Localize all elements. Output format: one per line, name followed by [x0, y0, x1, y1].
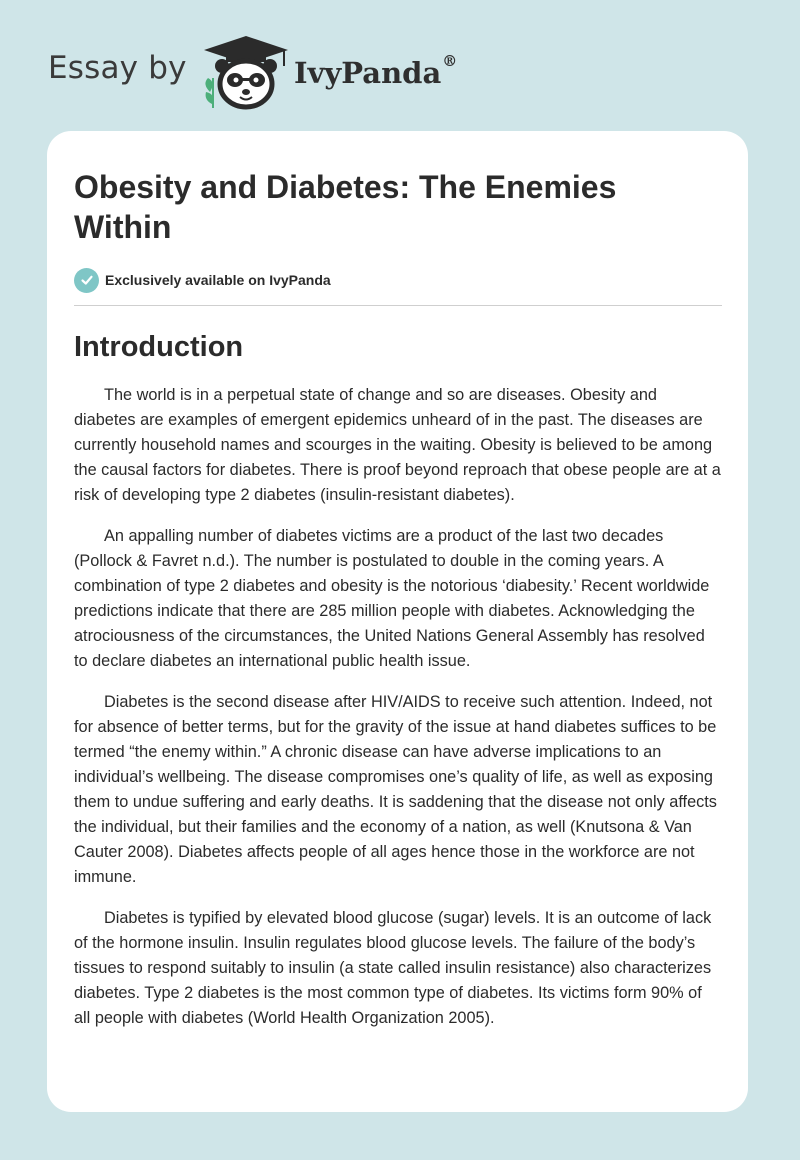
divider — [74, 305, 722, 306]
article-card — [47, 131, 748, 1112]
paragraph: Diabetes is the second disease after HIV/AIDS to receive such attention. Indeed, not for absence of better terms, but for the gravity of the issue at hand diabetes suffices to be termed “the enemy within.” A chronic disease can have adverse implications to an individual’s wellbeing. The disease compromises one’s quality of life, as well as exposing them to undue suffering and early deaths. It is saddening that the disease not only affects the individual, but their families and the economy of a nation, as well (Knutsona & Van Cauter 2008). Diabetes affects people of all ages hence those in the workforce are not immune. — [74, 693, 717, 886]
exclusive-badge — [74, 267, 722, 293]
exclusive-label: Exclusively available on IvyPanda — [105, 272, 331, 288]
registered-mark: ® — [442, 52, 458, 70]
check-icon — [74, 268, 99, 293]
brand-text: IvyPanda — [294, 56, 442, 90]
site-header — [0, 0, 800, 130]
paragraph: Diabetes is typified by elevated blood glucose (sugar) levels. It is an outcome of lack of the hormone insulin. Insulin regulates blood glucose levels. The failure of the body’s tissues to respond suitably to insulin (a state called insulin resistance) also characterizes diabetes. Type 2 diabetes is the most common type of diabetes. Its victims form 90% of all people with diabetes (World Health Organization 2005). — [74, 909, 712, 1027]
panda-logo-icon[interactable] — [200, 34, 292, 110]
paragraph: The world is in a perpetual state of change and so are diseases. Obesity and diabetes are examples of emergent epidemics unheard of in the past. The diseases are currently household names and scourges in the waiting. Obesity is believed to be among the causal factors for diabetes. There is proof beyond reproach that obese people are at a risk of developing type 2 diabetes (insulin-resistant diabetes). — [74, 386, 721, 504]
section-heading: Introduction — [74, 331, 244, 363]
paragraph: An appalling number of diabetes victims are a product of the last two decades (Pollock & Favret n.d.). The number is postulated to double in the coming years. A combination of type 2 diabetes and obesity is the notorious ‘diabesity.’ Recent worldwide predictions indicate that there are 285 million people with diabetes. Acknowledging the atrociousness of the circumstances, the United Nations General Assembly has resolved to declare diabetes an international public health issue. — [74, 527, 710, 670]
essay-by-label: Essay by — [48, 50, 187, 86]
brand-name — [294, 52, 458, 90]
page-title: Obesity and Diabetes: The Enemies Within — [74, 169, 617, 245]
